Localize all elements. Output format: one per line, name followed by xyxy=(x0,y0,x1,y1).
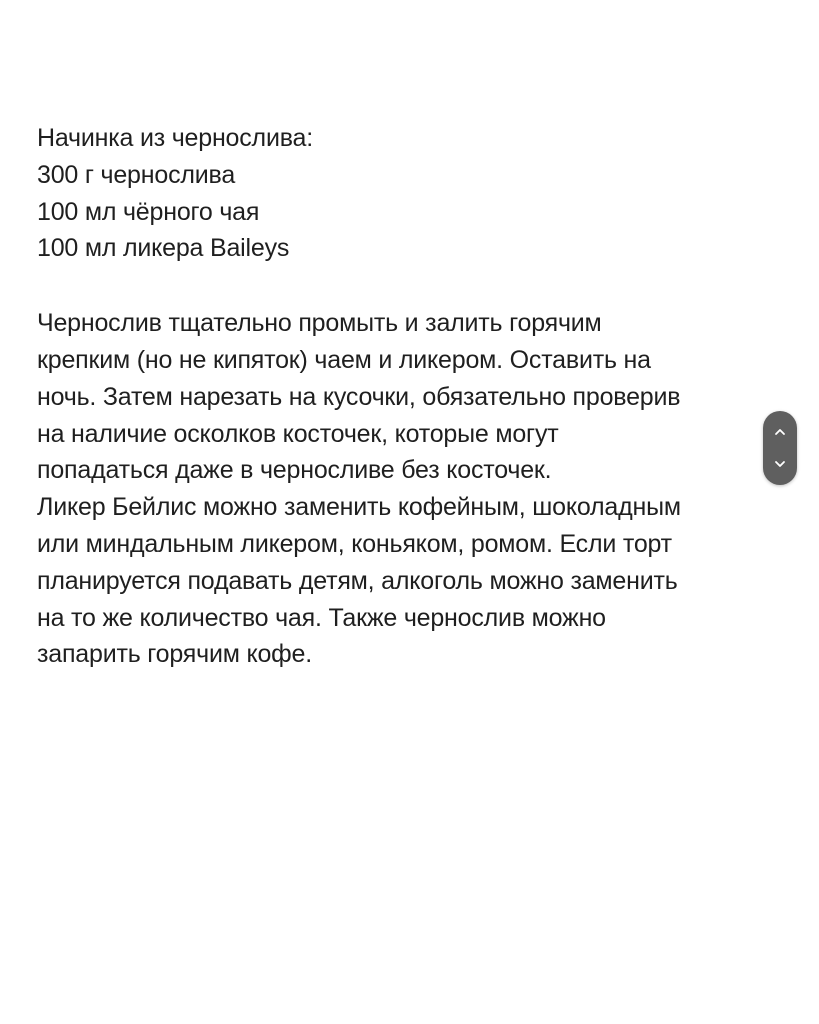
scroll-control[interactable] xyxy=(763,411,797,485)
instruction-line: на то же количество чая. Также чернослив можно xyxy=(37,603,606,632)
instruction-line: на наличие осколков косточек, которые могут xyxy=(37,419,559,448)
chevron-down-icon xyxy=(773,457,787,471)
instruction-line: крепким (но не кипяток) чаем и ликером. Оставить на xyxy=(37,345,651,374)
paragraph-gap xyxy=(37,267,782,305)
ingredient-line: 100 мл ликера Baileys xyxy=(37,234,290,263)
scroll-down-button[interactable] xyxy=(763,447,797,481)
ingredient-line: 100 мл чёрного чая xyxy=(37,197,260,226)
instruction-line: планируется подавать детям, алкоголь можно заменить xyxy=(37,566,678,595)
instruction-line: ночь. Затем нарезать на кусочки, обязательно проверив xyxy=(37,382,681,411)
chevron-up-icon xyxy=(773,425,787,439)
instruction-line: Ликер Бейлис можно заменить кофейным, шоколадным xyxy=(37,493,681,522)
note-text xyxy=(37,120,782,673)
ingredient-line: 300 г чернослива xyxy=(37,160,236,189)
ingredients-title: Начинка из чернослива: xyxy=(37,124,313,152)
instruction-line: Чернослив тщательно промыть и залить горячим xyxy=(37,309,602,338)
instruction-line: или миндальным ликером, коньяком, ромом. Если торт xyxy=(37,529,672,558)
instruction-line: попадаться даже в черносливе без косточек. xyxy=(37,456,552,485)
scroll-up-button[interactable] xyxy=(763,415,797,449)
instruction-line: запарить горячим кофе. xyxy=(37,640,312,669)
